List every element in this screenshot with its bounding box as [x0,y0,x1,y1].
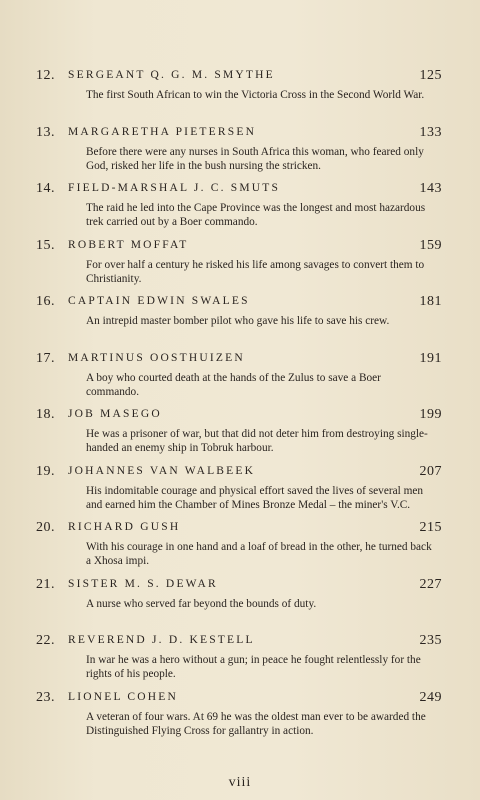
entry-title: LIONEL COHEN [68,690,178,703]
contents-entry [0,577,480,634]
contents-entry [0,68,480,125]
entry-title: CAPTAIN EDWIN SWALES [68,295,250,307]
entry-description: The raid he led into the Cape Province was the longest and most hazardous trek carried out by a Boer commando. [86,202,426,228]
entry-page-number: 125 [419,68,442,83]
entry-description: For over half a century he risked his life among savages to convert them to Christianity. [86,258,425,285]
entry-number: 13. [36,124,55,140]
entry-number: 14. [36,181,55,196]
entry-title: MARTINUS OOSTHUIZEN [68,351,245,364]
entry-page-number: 249 [419,689,442,705]
contents-entry [0,633,480,690]
entry-title: ROBERT MOFFAT [68,238,189,251]
entry-number: 21. [36,576,55,592]
contents-entry [0,520,480,577]
entry-number: 20. [36,520,55,535]
entry-description: His indomitable courage and physical effort saved the lives of several men and earned him the Chamber of Mines Bronze Medal – the miner's V.C. [86,484,424,511]
entry-page-number: 227 [419,576,442,592]
entry-number: 19. [36,463,55,479]
entry-page-number: 181 [419,294,442,309]
entry-description: In war he was a hero without a gun; in peace he fought relentlessly for the rights of his people. [86,654,421,680]
contents-list [0,68,480,746]
page-folio: viii [228,775,252,790]
contents-entry [0,125,480,182]
entry-number: 12. [36,68,55,83]
entry-number: 18. [36,407,55,422]
entry-description: Before there were any nurses in South Africa this woman, who feared only God, risked her life in the bush nursing the stricken. [86,145,424,172]
entry-description: He was a prisoner of war, but that did not deter him from destroying single-handed an enemy ship in Tobruk harbour. [86,428,428,454]
entry-page-number: 133 [419,124,442,140]
entry-page-number: 191 [419,350,442,366]
entry-title: RICHARD GUSH [68,521,181,533]
contents-entry [0,464,480,521]
entry-page-number: 143 [419,181,442,196]
contents-entry [0,294,480,351]
contents-entry [0,351,480,408]
entry-title: SISTER M. S. DEWAR [68,577,218,590]
entry-title: MARGARETHA PIETERSEN [68,125,257,138]
contents-entry [0,238,480,295]
entry-description: An intrepid master bomber pilot who gave his life to save his crew. [86,315,390,327]
entry-page-number: 215 [419,520,442,535]
entry-title: JOB MASEGO [68,408,162,420]
contents-entry [0,181,480,238]
entry-title: SERGEANT Q. G. M. SMYTHE [68,69,275,81]
entry-description: With his courage in one hand and a loaf of bread in the other, he turned back a Xhosa impi. [86,541,432,567]
entry-number: 23. [36,689,55,705]
entry-number: 16. [36,294,55,309]
contents-entry [0,407,480,464]
entry-description: A boy who courted death at the hands of the Zulus to save a Boer commando. [86,371,381,398]
entry-number: 17. [36,350,55,366]
entry-page-number: 159 [419,237,442,253]
entry-number: 22. [36,633,55,648]
contents-entry [0,690,480,747]
entry-description: A nurse who served far beyond the bounds of duty. [86,597,317,610]
entry-title: REVEREND J. D. KESTELL [68,634,255,646]
entry-number: 15. [36,237,55,253]
entry-page-number: 199 [419,407,442,422]
entry-description: The first South African to win the Victoria Cross in the Second World War. [86,89,425,101]
entry-page-number: 207 [419,463,442,479]
entry-title: FIELD-MARSHAL J. C. SMUTS [68,182,281,194]
entry-title: JOHANNES VAN WALBEEK [68,464,256,477]
entry-description: A veteran of four wars. At 69 he was the oldest man ever to be awarded the Distinguished Flying Cross for gallantry in action. [86,710,426,737]
entry-page-number: 235 [419,633,442,648]
